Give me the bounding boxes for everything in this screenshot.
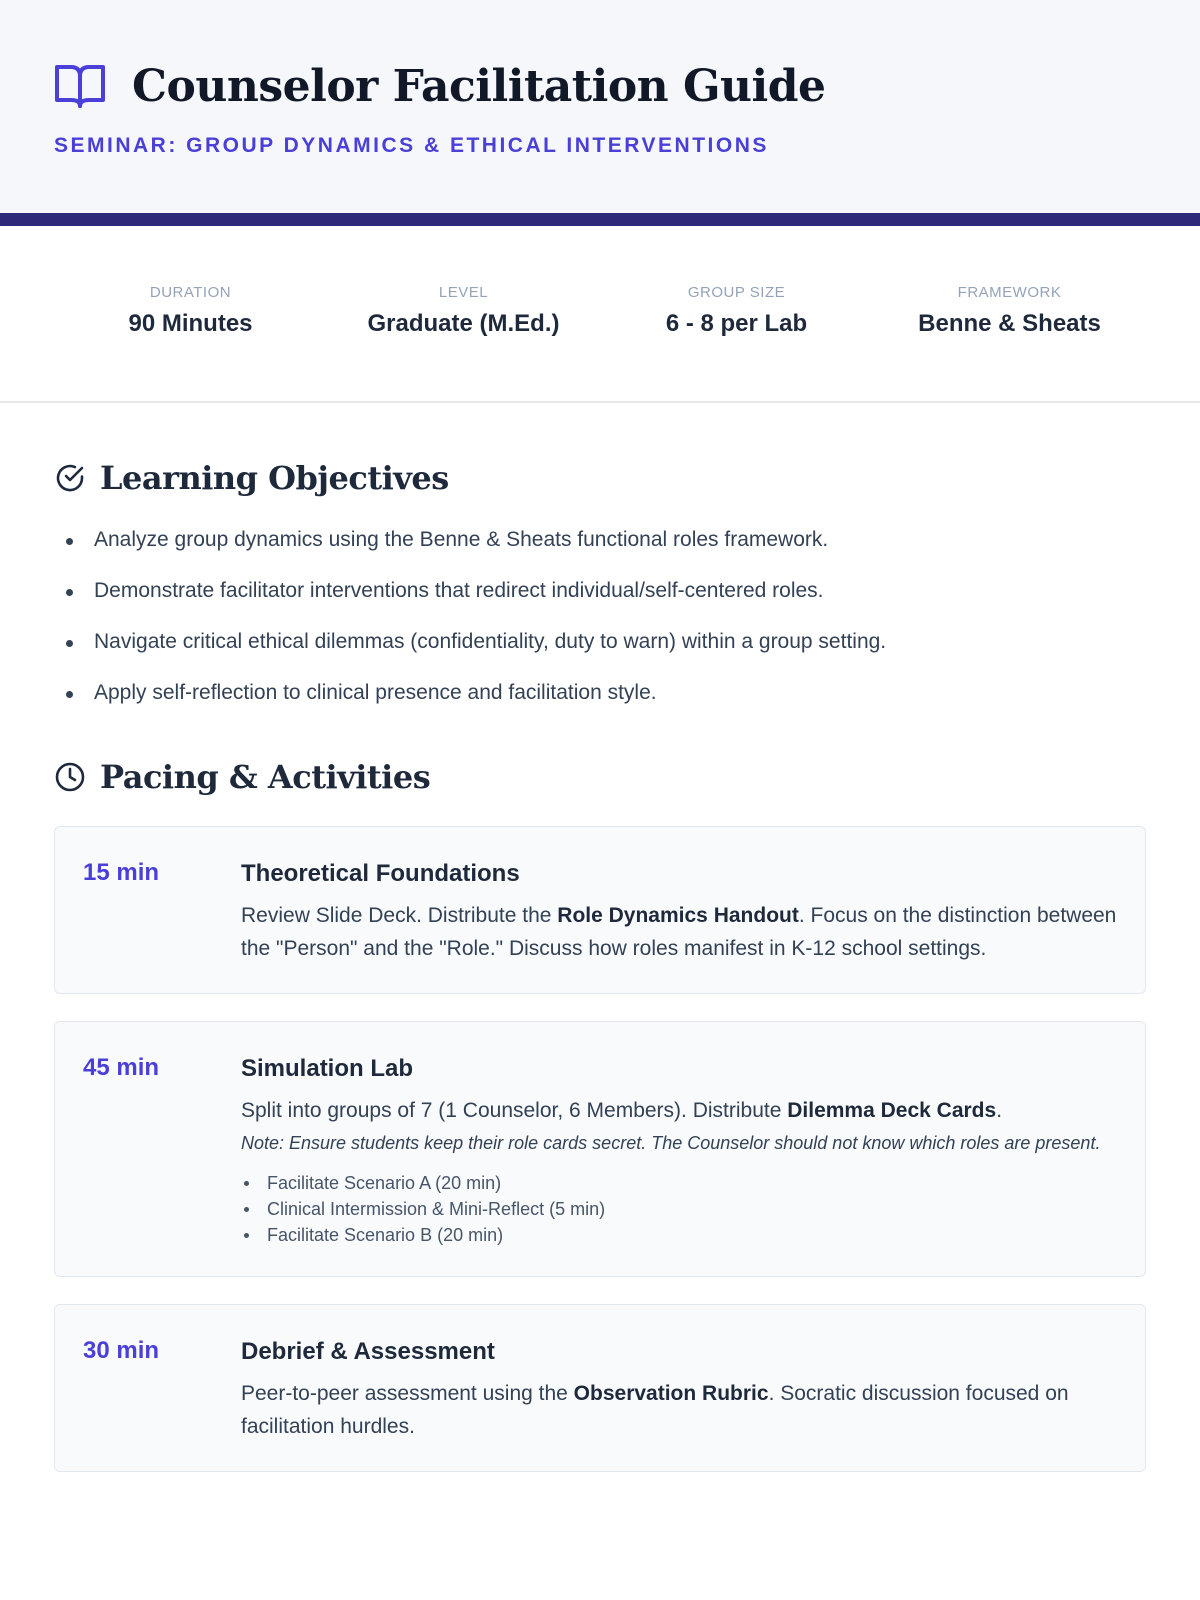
activity-card (54, 1021, 1146, 1277)
activity-duration: 45 min (83, 1054, 160, 1081)
meta-summary (0, 226, 1200, 403)
page-subtitle: SEMINAR: GROUP DYNAMICS & ETHICAL INTERVENTIONS (54, 134, 769, 157)
objectives-heading (54, 459, 1146, 497)
material-name: Dilemma Deck Cards (787, 1099, 997, 1122)
page-header (0, 0, 1200, 213)
activity-note: Note: Ensure students keep their role cards secret. The Counselor should not know which roles are present. (241, 1133, 1101, 1153)
objective-item: Navigate critical ethical dilemmas (confidentiality, duty to warn) within a group setting. (54, 629, 1146, 655)
meta-level (327, 226, 600, 338)
header-divider-bar (0, 213, 1200, 226)
meta-label: DURATION (149, 284, 232, 301)
substep-item: Facilitate Scenario A (20 min) (241, 1170, 1117, 1196)
meta-value: Graduate (M.Ed.) (367, 310, 560, 337)
activities-list (54, 826, 1146, 1472)
open-book-icon (54, 63, 106, 109)
section-title: Learning Objectives (100, 459, 449, 497)
material-name: Observation Rubric (573, 1382, 769, 1405)
activity-duration: 30 min (83, 1337, 160, 1364)
activity-duration: 15 min (83, 859, 160, 886)
objective-item: Demonstrate facilitator interventions that redirect individual/self-centered roles. (54, 578, 1146, 604)
pacing-heading (54, 758, 1146, 796)
activity-card (54, 1304, 1146, 1472)
activity-description: Peer-to-peer assessment using the Observation Rubric. Socratic discussion focused on facilitation hurdles. (241, 1382, 1069, 1438)
activity-title: Debrief & Assessment (241, 1338, 495, 1365)
meta-value: 90 Minutes (128, 310, 253, 337)
activity-card (54, 826, 1146, 994)
meta-duration (54, 226, 327, 338)
meta-group-size (600, 226, 873, 338)
meta-framework (873, 226, 1146, 338)
meta-value: 6 - 8 per Lab (665, 310, 808, 337)
page-title: Counselor Facilitation Guide (132, 60, 826, 112)
meta-value: Benne & Sheats (918, 310, 1101, 337)
check-circle-icon (54, 462, 86, 494)
substep-item: Clinical Intermission & Mini-Reflect (5 min) (241, 1196, 1117, 1222)
main-content (0, 459, 1200, 1472)
activity-body (241, 1054, 1117, 1248)
title-row (54, 54, 1146, 118)
objective-item: Analyze group dynamics using the Benne & Sheats functional roles framework. (54, 527, 1146, 553)
activity-title: Theoretical Foundations (241, 860, 520, 887)
activity-substeps (241, 1170, 1117, 1248)
meta-label: LEVEL (438, 284, 489, 301)
substep-item: Facilitate Scenario B (20 min) (241, 1222, 1117, 1248)
activity-description: Review Slide Deck. Distribute the Role Dynamics Handout. Focus on the distinction between the "Person" and the "Role." Discuss how roles manifest in K-12 school settings. (241, 904, 1117, 960)
section-title: Pacing & Activities (100, 758, 431, 796)
clock-icon (54, 761, 86, 793)
meta-label: GROUP SIZE (687, 284, 786, 301)
meta-label: FRAMEWORK (957, 284, 1062, 301)
objective-item: Apply self-reflection to clinical presence and facilitation style. (54, 680, 1146, 706)
material-name: Role Dynamics Handout (557, 904, 799, 927)
activity-title: Simulation Lab (241, 1055, 414, 1082)
activity-body (241, 859, 1117, 965)
activity-description: Split into groups of 7 (1 Counselor, 6 Members). Distribute Dilemma Deck Cards. (241, 1099, 1003, 1122)
objectives-list (54, 527, 1146, 706)
activity-body (241, 1337, 1117, 1443)
